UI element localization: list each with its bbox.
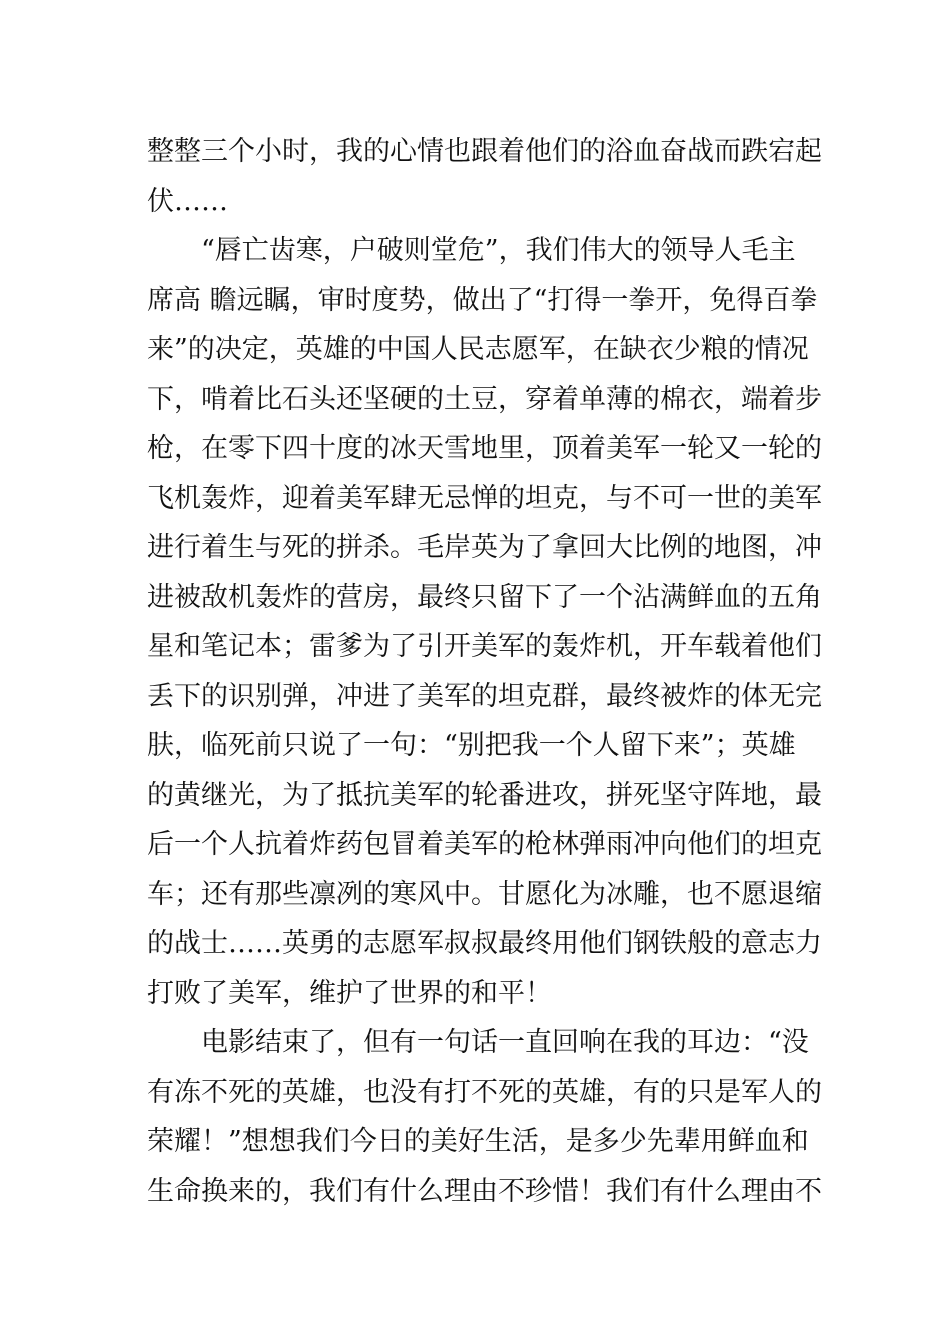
body-text	[147, 127, 822, 1216]
text-line: 进行着生与死的拼杀。毛岸英为了拿回大比例的地图，冲	[147, 532, 822, 563]
text-line: 伏……	[147, 185, 228, 217]
text-line: 生命换来的，我们有什么理由不珍惜！我们有什么理由不	[147, 1175, 822, 1207]
text-line: 车；还有那些凛冽的寒风中。甘愿化为冰雕，也不愿退缩	[147, 878, 822, 910]
text-line: 打败了美军，维护了世界的和平！	[147, 977, 552, 1009]
text-line: 来”的决定，英雄的中国人民志愿军，在缺衣少粮的情况	[147, 334, 809, 365]
text-line: 星和笔记本；雷爹为了引开美军的轰炸机，开车载着他们	[147, 631, 822, 662]
text-line: 席高 瞻远瞩，审时度势，做出了“打得一拳开，免得百拳	[147, 284, 818, 316]
text-line: 整整三个小时，我的心情也跟着他们的浴血奋战而跌宕起	[147, 136, 822, 167]
text-line: 有冻不死的英雄，也没有打不死的英雄，有的只是军人的	[147, 1076, 822, 1108]
text-line: 飞机轰炸，迎着美军肆无忌惮的坦克，与不可一世的美军	[147, 482, 822, 514]
text-line: 进被敌机轰炸的营房，最终只留下了一个沾满鲜血的五角	[147, 581, 822, 613]
text-line: 丢下的识别弹，冲进了美军的坦克群，最终被炸的体无完	[147, 680, 822, 712]
text-line: 后一个人抗着炸药包冒着美军的枪林弹雨冲向他们的坦克	[147, 829, 822, 860]
text-line: 下，啃着比石头还坚硬的土豆，穿着单薄的棉衣，端着步	[147, 383, 822, 415]
paragraph-first-line: 电影结束了，但有一句话一直回响在我的耳边：“没	[201, 1027, 809, 1058]
text-line: 枪，在零下四十度的冰天雪地里，顶着美军一轮又一轮的	[147, 433, 822, 464]
text-line: 的战士……英勇的志愿军叔叔最终用他们钢铁般的意志力	[147, 928, 822, 959]
paragraph-first-line: “唇亡齿寒，户破则堂危”，我们伟大的领导人毛主	[201, 235, 796, 266]
text-line: 肤，临死前只说了一句：“别把我一个人留下来”；英雄	[147, 730, 796, 761]
text-line: 荣耀！”想想我们今日的美好生活，是多少先辈用鲜血和	[147, 1126, 809, 1157]
text-line: 的黄继光，为了抵抗美军的轮番进攻，拼死坚守阵地，最	[147, 779, 822, 811]
